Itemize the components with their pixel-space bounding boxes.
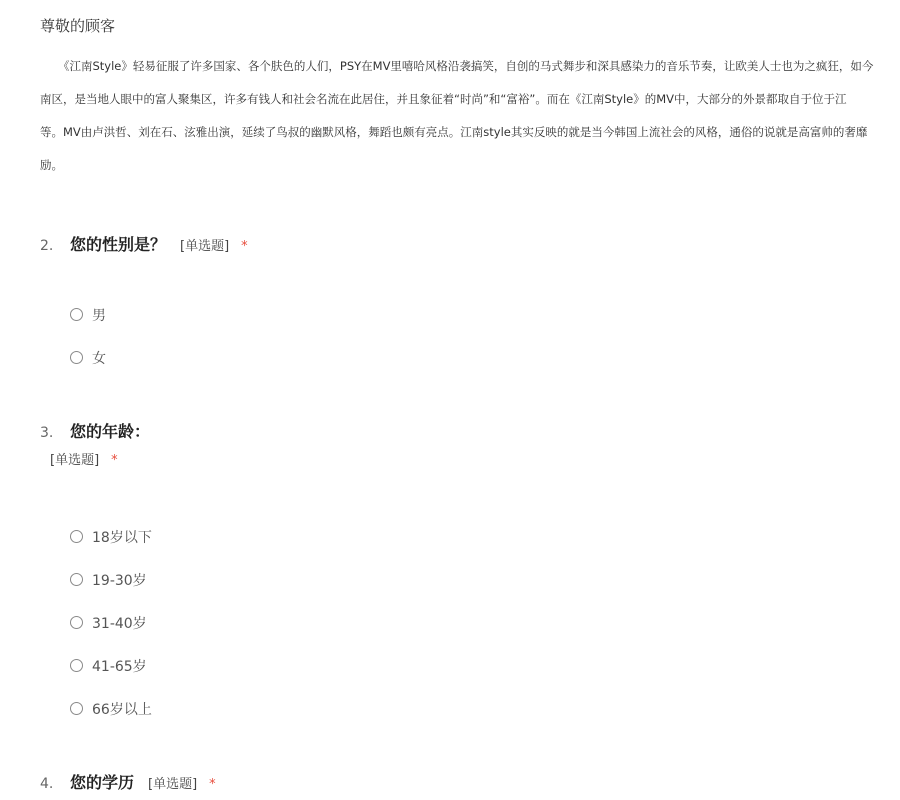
option-female[interactable] — [70, 336, 106, 379]
question-number: 3. — [40, 425, 54, 441]
intro-line: 南区，是当地人眼中的富人聚集区，许多有钱人和社会名流在此居住，并且象征着“时尚”和“富裕”。而在《江南Style》的MV中，大部分的外景都取自于位于江 — [40, 92, 847, 106]
option-31-40[interactable] — [70, 601, 152, 644]
option-66-plus[interactable] — [70, 687, 152, 730]
question-type: [单选题] — [50, 453, 100, 468]
option-label: 41-65岁 — [92, 658, 147, 675]
question-title: 您的学历 — [70, 773, 135, 792]
radio-button[interactable] — [70, 351, 83, 364]
required-marker: * — [111, 453, 118, 468]
option-label: 男 — [92, 307, 106, 324]
option-under-18[interactable] — [70, 515, 152, 558]
option-label: 女 — [92, 350, 106, 367]
required-marker: * — [209, 777, 216, 792]
intro-text — [40, 48, 900, 180]
option-label: 18岁以下 — [92, 529, 152, 546]
question-gender — [40, 230, 248, 260]
required-marker: * — [241, 239, 248, 254]
question-title: 您的性别是？ — [70, 235, 167, 254]
radio-button[interactable] — [70, 616, 83, 629]
radio-button[interactable] — [70, 659, 83, 672]
option-label: 19-30岁 — [92, 572, 147, 589]
radio-button[interactable] — [70, 308, 83, 321]
question-education — [40, 768, 216, 798]
options-gender — [70, 293, 106, 379]
option-label: 66岁以上 — [92, 701, 152, 718]
greeting: 尊敬的顾客 — [40, 17, 116, 35]
intro-line: 《江南Style》轻易征服了许多国家、各个肤色的人们，PSY在MV里嘻哈风格沿袭搞笑，自创的马式舞步和深具感染力的音乐节奏，让欧美人士也为之疯狂，如今 — [58, 59, 874, 73]
question-type: [单选题] — [180, 239, 230, 254]
intro-line: 励。 — [40, 158, 63, 172]
intro-line: 等。MV由卢洪哲、刘在石、泫雅出演，延续了鸟叔的幽默风格，舞蹈也颇有亮点。江南style其实反映的就是当今韩国上流社会的风格，通俗的说就是高富帅的奢靡 — [40, 125, 868, 139]
option-19-30[interactable] — [70, 558, 152, 601]
option-male[interactable] — [70, 293, 106, 336]
options-age — [70, 515, 152, 730]
question-number: 4. — [40, 776, 54, 792]
radio-button[interactable] — [70, 573, 83, 586]
option-41-65[interactable] — [70, 644, 152, 687]
question-title: 您的年龄： — [70, 422, 151, 441]
radio-button[interactable] — [70, 702, 83, 715]
option-label: 31-40岁 — [92, 615, 147, 632]
question-age — [40, 417, 150, 475]
question-type: [单选题] — [148, 777, 198, 792]
radio-button[interactable] — [70, 530, 83, 543]
question-number: 2. — [40, 238, 54, 254]
